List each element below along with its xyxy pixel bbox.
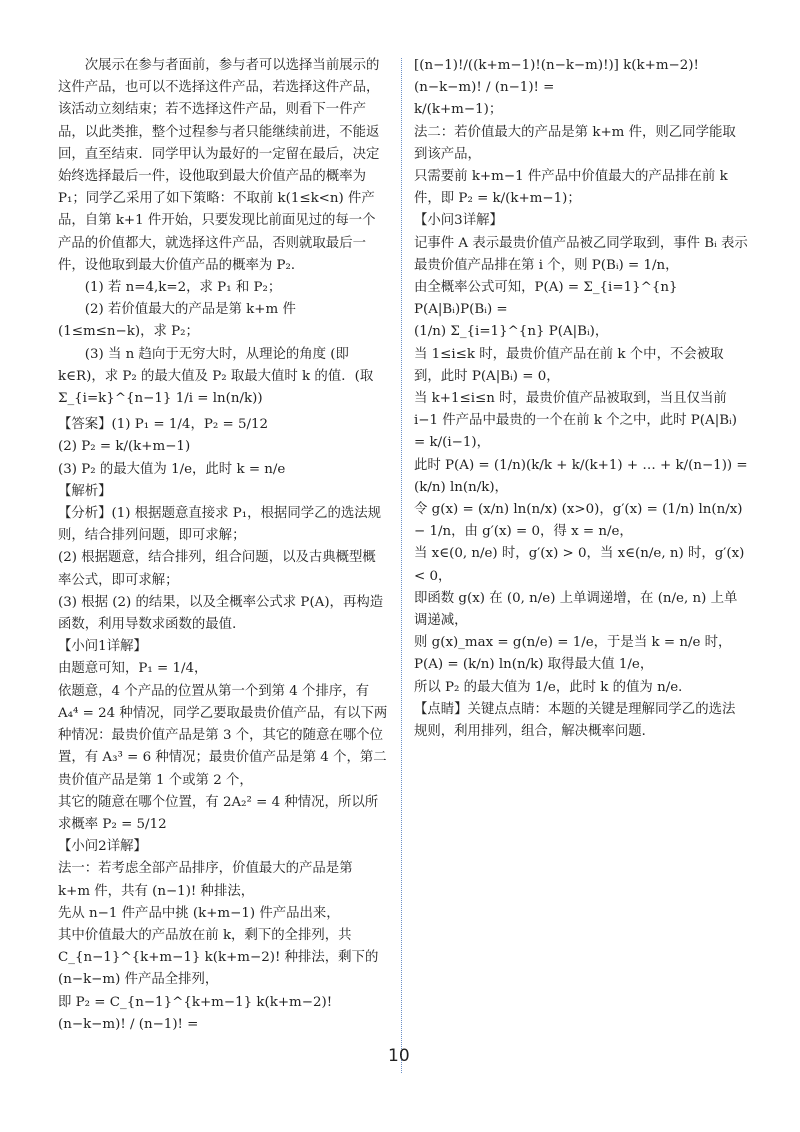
subq3-line-8: 当 x∈(0, n/e) 时，g′(x) > 0，当 x∈(n/e, n) 时，g′(x) < 0，	[414, 546, 745, 584]
subq2-line-1: 法一：若考虑全部产品排序，价值最大的产品是第 k+m 件，共有 (n−1)! 种排法，	[58, 861, 353, 899]
subq2-continued-2: k/(k+m−1)；	[414, 102, 503, 118]
subq2-continued-1: [(n−1)!/((k+m−1)!(n−k−m)!)] k(k+m−2)!(n−k−m)! / (n−1)! =	[414, 58, 699, 96]
page-number: 10	[388, 1046, 410, 1066]
subq2-line-2: 先从 n−1 件产品中挑 (k+m−1) 件产品出来，	[58, 905, 340, 921]
subq3-line-3: (1/n) Σ_{i=1}^{n} P(A|Bᵢ)，	[414, 324, 609, 340]
problem-text: 次展示在参与者面前，参与者可以选择当前展示的这件产品，也可以不选择这件产品，若选择这件产品，该活动立刻结束；若不选择这件产品，则看下一件产品，以此类推，整个过程参与者只能继续前进，不能返回，直至结束．同学甲认为最好的一定留在最后，决定始终选择最后一件，设他取到最大价值产品的概率为 P₁；同学乙采用了如下策略：不取前 k(1≤k<n) 件产品，自第 k+1 件开始，只要发现比前面见过的每一个产品的价值都大，就选择这件产品，否则就取最后一件，设他取到最大价值产品的概率为 P₂．	[58, 58, 380, 273]
method-2-line-1: 法二：若价值最大的产品是第 k+m 件，则乙同学能取到该产品，	[414, 124, 736, 162]
subq2-heading: 【小问2详解】	[58, 839, 147, 855]
method-2-line-2: 只需要前 k+m−1 件产品中价值最大的产品排在前 k 件，即 P₂ = k/(k+m−1)；	[414, 169, 728, 207]
question-1: (1) 若 n=4,k=2，求 P₁ 和 P₂；	[84, 280, 282, 296]
subq3-line-4: 当 1≤i≤k 时，最贵价值产品在前 k 个中，不会被取到，此时 P(A|Bᵢ) = 0，	[414, 346, 724, 384]
key-point: 【点睛】关键点点睛：本题的关键是理解同学乙的选法规则，利用排列，组合，解决概率问题．	[414, 701, 736, 740]
subq3-line-2: 由全概率公式可知，P(A) = Σ_{i=1}^{n} P(A|Bᵢ)P(Bᵢ) =	[414, 280, 678, 318]
column-divider	[401, 58, 402, 1073]
answer-1: 【答案】(1) P₁ = 1/4，P₂ = 5/12	[58, 417, 269, 433]
subq3-line-1: 记事件 A 表示最贵价值产品被乙同学取到，事件 Bᵢ 表示最贵价值产品排在第 i 个，则 P(Bᵢ) = 1/n，	[414, 235, 748, 273]
question-3: (3) 当 n 趋向于无穷大时，从理论的角度 (即 k∈R)，求 P₂ 的最大值及 P₂ 取最大值时 k 的值．(取 Σ_{i=k}^{n−1} 1/i = ln(n/k))	[58, 346, 374, 407]
subq1-line-3: 其它的随意在哪个位置，有 2A₂² = 4 种情况，所以所求概率 P₂ = 5/12	[58, 794, 379, 832]
left-column	[58, 55, 388, 1036]
subq3-line-6: 此时 P(A) = (1/n)(k/k + k/(k+1) + … + k/(n−1)) = (k/n) ln(n/k)，	[414, 457, 748, 495]
analysis-heading: 【解析】	[58, 483, 112, 499]
subq1-line-1: 由题意可知，P₁ = 1/4，	[58, 661, 208, 677]
subq3-line-9: 即函数 g(x) 在 (0, n/e) 上单调递增，在 (n/e, n) 上单调递减，	[414, 590, 738, 629]
answer-3: (3) P₂ 的最大值为 1/e，此时 k = n/e	[58, 461, 286, 477]
subq2-line-4: 即 P₂ = C_{n−1}^{k+m−1} k(k+m−2)!(n−k−m)! / (n−1)! =	[58, 994, 333, 1032]
answer-2: (2) P₂ = k/(k+m−1)	[58, 439, 191, 455]
subq3-line-10: 则 g(x)_max = g(n/e) = 1/e，于是当 k = n/e 时，P(A) = (k/n) ln(n/k) 取得最大值 1/e，	[414, 635, 732, 673]
subq3-line-5: 当 k+1≤i≤n 时，最贵价值产品被取到，当且仅当前 i−1 件产品中最贵的一个在前 k 个之中，此时 P(A|Bᵢ) = k/(i−1)，	[414, 391, 737, 451]
subq3-line-7: 令 g(x) = (x/n) ln(n/x) (x>0)，g′(x) = (1/n) ln(n/x) − 1/n，由 g′(x) = 0，得 x = n/e，	[414, 502, 743, 540]
right-column	[414, 55, 748, 743]
subq3-line-11: 所以 P₂ 的最大值为 1/e，此时 k 的值为 n/e．	[414, 679, 692, 695]
subq2-line-3: 其中价值最大的产品放在前 k，剩下的全排列，共 C_{n−1}^{k+m−1} k(k+m−2)! 种排法，剩下的 (n−k−m) 件产品全排列，	[58, 927, 379, 988]
analysis-3: (3) 根据 (2) 的结果，以及全概率公式求 P(A)，再构造函数，利用导数求函数的最值．	[58, 594, 384, 633]
subq3-heading: 【小问3详解】	[414, 213, 503, 229]
subq1-line-2: 依题意，4 个产品的位置从第一个到第 4 个排序，有 A₄⁴ = 24 种情况，同学乙要取最贵价值产品，有以下两种情况：最贵价值产品是第 3 个，其它的随意在哪个位置，有 A₃³ = 6 种情况；最贵价值产品是第 4 个，第二贵价值产品是第 1 个或第 2 个，	[58, 683, 388, 788]
analysis-2: (2) 根据题意，结合排列，组合问题，以及古典概型概率公式，即可求解；	[58, 550, 376, 588]
question-2: (2) 若价值最大的产品是第 k+m 件 (1≤m≤n−k)，求 P₂；	[58, 302, 296, 340]
subq1-heading: 【小问1详解】	[58, 639, 147, 655]
analysis-1: 【分析】(1) 根据题意直接求 P₁，根据同学乙的选法规则，结合排列问题，即可求解；	[58, 506, 382, 544]
